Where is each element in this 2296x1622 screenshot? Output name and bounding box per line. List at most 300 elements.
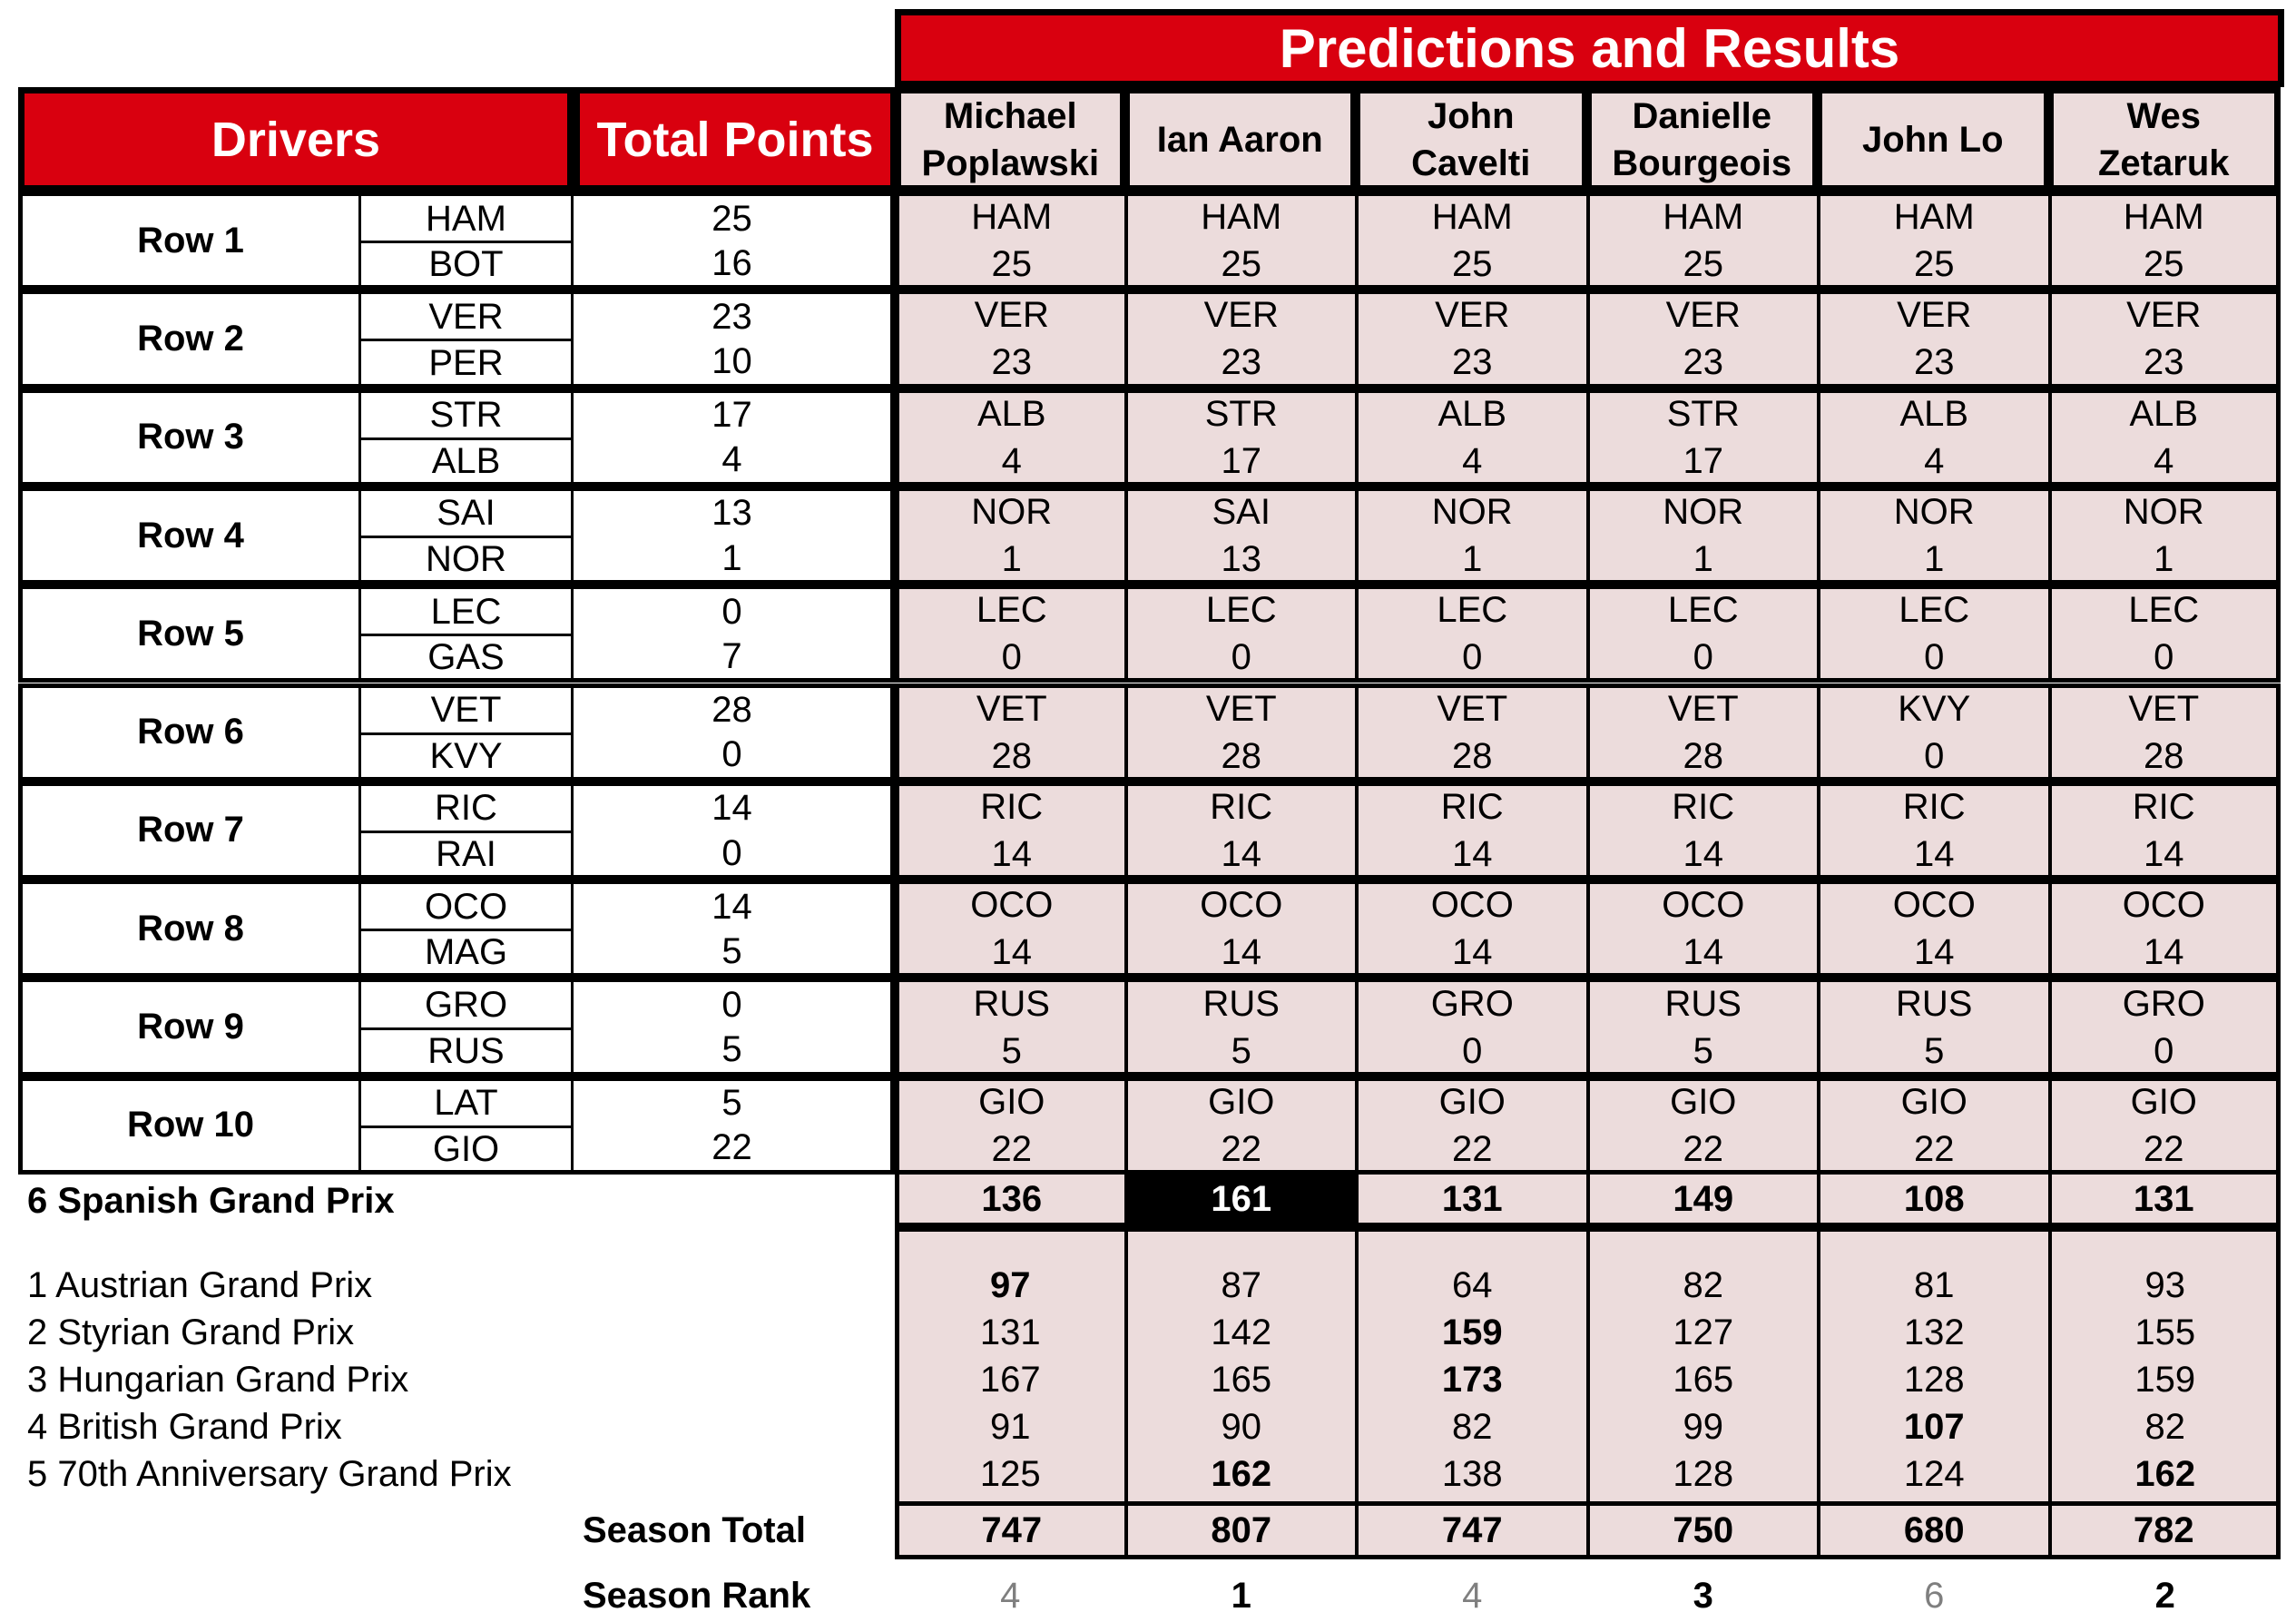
previous-race-name: 4 British Grand Prix <box>27 1407 342 1447</box>
prediction-cell <box>1588 782 1820 880</box>
driver-points: 0 <box>574 585 895 634</box>
prediction-points: 1 <box>1693 539 1713 580</box>
driver-code: VER <box>361 290 574 339</box>
previous-race-score: 91 <box>990 1407 1031 1447</box>
season-rank-value: 4 <box>1462 1575 1483 1616</box>
participant-name-line: Bourgeois <box>1612 143 1792 183</box>
driver-points: 4 <box>574 437 895 487</box>
driver-points: 17 <box>574 388 895 437</box>
prediction-points: 28 <box>1683 735 1723 776</box>
prediction-points: 22 <box>1452 1128 1493 1169</box>
prediction-points: 5 <box>1693 1030 1713 1071</box>
prediction-cell <box>895 487 1126 585</box>
prediction-driver: VER <box>1435 295 1510 336</box>
prediction-points: 14 <box>2144 833 2184 874</box>
previous-races-block <box>18 1227 2284 1501</box>
prediction-points: 4 <box>1001 440 1022 481</box>
prediction-cell <box>1357 487 1588 585</box>
prediction-driver: OCO <box>1430 885 1514 926</box>
driver-points: 14 <box>574 880 895 929</box>
season-total-label: Season Total <box>583 1510 806 1550</box>
prediction-driver: RIC <box>1672 786 1735 827</box>
prediction-cell <box>1126 683 1358 782</box>
prediction-cell <box>1819 585 2050 683</box>
prediction-driver: OCO <box>970 885 1054 926</box>
prediction-points: 14 <box>1221 932 1261 973</box>
prediction-cell <box>895 585 1126 683</box>
driver-points: 22 <box>574 1126 895 1175</box>
prediction-cell <box>1588 1076 1820 1175</box>
driver-code: STR <box>361 388 574 437</box>
prediction-points: 0 <box>2154 637 2174 678</box>
season-rank-label: Season Rank <box>583 1575 811 1616</box>
prediction-cell <box>1357 1076 1588 1175</box>
driver-code: LAT <box>361 1076 574 1126</box>
prediction-points: 1 <box>2154 539 2174 580</box>
prediction-cell <box>1357 290 1588 388</box>
prediction-points: 0 <box>1462 637 1483 678</box>
driver-points: 5 <box>574 1027 895 1076</box>
driver-rows <box>18 192 2284 1175</box>
prediction-points: 23 <box>1914 342 1955 383</box>
prediction-points: 22 <box>1914 1128 1955 1169</box>
prediction-cell <box>1357 585 1588 683</box>
participant-name <box>1357 87 1588 192</box>
previous-race-score: 155 <box>2134 1312 2196 1352</box>
prediction-cell <box>1588 683 1820 782</box>
previous-race-score: 128 <box>1673 1454 1734 1494</box>
prediction-points: 17 <box>1221 440 1261 481</box>
prediction-driver: NOR <box>1893 492 1975 533</box>
prediction-points: 0 <box>1001 637 1022 678</box>
season-total-score: 680 <box>1819 1501 2050 1559</box>
driver-code: RIC <box>361 782 574 831</box>
prediction-points: 1 <box>1924 539 1945 580</box>
row-label: Row 5 <box>18 585 361 683</box>
driver-points: 5 <box>574 929 895 978</box>
prediction-driver: GRO <box>2122 983 2205 1024</box>
prediction-cell <box>1819 1076 2050 1175</box>
previous-race-score: 99 <box>1683 1407 1723 1447</box>
season-rank-value: 6 <box>1924 1575 1945 1616</box>
prediction-cell <box>1819 487 2050 585</box>
season-rank-value: 4 <box>1000 1575 1021 1616</box>
prediction-points: 23 <box>1683 342 1723 383</box>
current-race-score: 131 <box>2050 1175 2281 1227</box>
participant-name <box>895 87 1126 192</box>
prediction-points: 25 <box>991 244 1032 285</box>
prediction-cell <box>2050 290 2281 388</box>
prediction-driver: RIC <box>2132 786 2195 827</box>
previous-race-score: 81 <box>1914 1265 1955 1305</box>
prediction-driver: LEC <box>2128 590 2200 631</box>
current-race-score: 108 <box>1819 1175 2050 1227</box>
row-label: Row 8 <box>18 880 361 978</box>
prediction-cell <box>2050 683 2281 782</box>
prediction-driver: VER <box>1203 295 1279 336</box>
prediction-driver: GRO <box>1430 983 1514 1024</box>
driver-code: LEC <box>361 585 574 634</box>
prediction-cell <box>895 290 1126 388</box>
prediction-cell <box>1588 192 1820 290</box>
prediction-driver: HAM <box>1663 197 1744 238</box>
prediction-cell <box>1357 683 1588 782</box>
participant-name <box>2050 87 2281 192</box>
prediction-cell <box>1819 880 2050 978</box>
participant-header-row <box>895 87 2284 192</box>
prediction-points: 25 <box>1914 244 1955 285</box>
prediction-points: 0 <box>1924 637 1945 678</box>
prediction-cell <box>2050 1076 2281 1175</box>
prediction-driver: LEC <box>1205 590 1277 631</box>
prediction-cell <box>895 1076 1126 1175</box>
previous-race-score: 159 <box>1441 1312 1503 1352</box>
prediction-driver: NOR <box>1663 492 1744 533</box>
previous-race-score: 162 <box>1211 1454 1272 1494</box>
prediction-driver: RIC <box>980 786 1044 827</box>
previous-race-score: 82 <box>1452 1407 1493 1447</box>
row-label: Row 2 <box>18 290 361 388</box>
prediction-driver: ALB <box>2129 393 2199 434</box>
prediction-points: 17 <box>1683 440 1723 481</box>
prediction-points: 25 <box>1221 244 1261 285</box>
driver-code: ALB <box>361 437 574 487</box>
previous-race-score: 127 <box>1673 1312 1734 1352</box>
season-total-score: 807 <box>1126 1501 1358 1559</box>
prediction-points: 0 <box>1231 637 1251 678</box>
prediction-driver: STR <box>1204 393 1278 434</box>
prediction-points: 14 <box>2144 932 2184 973</box>
current-race-score: 136 <box>895 1175 1126 1227</box>
current-race-score-best: 161 <box>1126 1175 1358 1227</box>
previous-race-score: 124 <box>1903 1454 1965 1494</box>
prediction-cell <box>1126 290 1358 388</box>
prediction-driver: GIO <box>1208 1081 1275 1122</box>
previous-race-score: 165 <box>1211 1360 1272 1400</box>
prediction-driver: ALB <box>1437 393 1507 434</box>
prediction-cell <box>1819 192 2050 290</box>
prediction-cell <box>1819 388 2050 487</box>
driver-code: VET <box>361 683 574 732</box>
prediction-cell <box>895 880 1126 978</box>
participant-name-line: Ian Aaron <box>1156 119 1323 160</box>
driver-code: KVY <box>361 732 574 782</box>
prediction-cell <box>1588 978 1820 1076</box>
prediction-cell <box>1126 388 1358 487</box>
driver-code: NOR <box>361 536 574 585</box>
prediction-cell <box>2050 880 2281 978</box>
prediction-driver: RUS <box>1896 983 1973 1024</box>
prediction-driver: RIC <box>1210 786 1273 827</box>
prediction-points: 22 <box>991 1128 1032 1169</box>
prediction-driver: NOR <box>971 492 1053 533</box>
previous-race-score: 93 <box>2144 1265 2185 1305</box>
prediction-driver: GIO <box>1438 1081 1506 1122</box>
driver-points: 0 <box>574 732 895 782</box>
prediction-cell <box>1126 978 1358 1076</box>
prediction-cell <box>1126 192 1358 290</box>
prediction-driver: GIO <box>978 1081 1045 1122</box>
previous-race-score: 138 <box>1441 1454 1503 1494</box>
prediction-points: 25 <box>1452 244 1493 285</box>
prediction-driver: VET <box>2128 688 2200 729</box>
prediction-points: 23 <box>991 342 1032 383</box>
prediction-cell <box>2050 388 2281 487</box>
prediction-driver: VET <box>976 688 1047 729</box>
prediction-points: 14 <box>991 932 1032 973</box>
participant-name-line: Poplawski <box>921 143 1100 183</box>
season-total-score: 750 <box>1588 1501 1820 1559</box>
prediction-driver: OCO <box>1200 885 1283 926</box>
prediction-driver: KVY <box>1898 688 1971 729</box>
prediction-cell <box>1357 192 1588 290</box>
participant-name-line: John <box>1427 95 1515 136</box>
current-race-name: 6 Spanish Grand Prix <box>27 1181 395 1221</box>
season-rank-value: 2 <box>2154 1575 2175 1616</box>
prediction-cell <box>1357 782 1588 880</box>
previous-race-score: 132 <box>1903 1312 1965 1352</box>
prediction-points: 28 <box>1221 735 1261 776</box>
prediction-driver: LEC <box>976 590 1047 631</box>
prediction-driver: RUS <box>1202 983 1280 1024</box>
prediction-points: 25 <box>2144 244 2184 285</box>
prediction-cell <box>1819 782 2050 880</box>
previous-race-score: 128 <box>1903 1360 1965 1400</box>
row-label: Row 6 <box>18 683 361 782</box>
participant-name <box>1588 87 1820 192</box>
row-label: Row 3 <box>18 388 361 487</box>
prediction-cell <box>895 978 1126 1076</box>
participant-name-line: Wes <box>2126 95 2202 136</box>
driver-code: SAI <box>361 487 574 536</box>
prediction-points: 23 <box>1452 342 1493 383</box>
season-rank-value: 3 <box>1693 1575 1713 1616</box>
prediction-cell <box>1819 978 2050 1076</box>
previous-race-score: 82 <box>1683 1265 1723 1305</box>
current-race-row <box>18 1175 2284 1227</box>
prediction-points: 25 <box>1683 244 1723 285</box>
prediction-cell <box>1819 290 2050 388</box>
prediction-driver: VER <box>1665 295 1741 336</box>
driver-points: 25 <box>574 192 895 241</box>
prediction-driver: GIO <box>1670 1081 1737 1122</box>
previous-race-score: 97 <box>990 1265 1031 1305</box>
prediction-points: 28 <box>1452 735 1493 776</box>
row-label: Row 9 <box>18 978 361 1076</box>
driver-points: 0 <box>574 831 895 880</box>
season-total-score: 747 <box>895 1501 1126 1559</box>
prediction-points: 0 <box>1924 735 1945 776</box>
driver-points: 28 <box>574 683 895 732</box>
prediction-cell <box>1588 585 1820 683</box>
prediction-driver: GIO <box>1900 1081 1967 1122</box>
prediction-points: 14 <box>1683 833 1723 874</box>
season-total-row <box>18 1501 2284 1559</box>
prediction-points: 5 <box>1001 1030 1022 1071</box>
prediction-points: 14 <box>1221 833 1261 874</box>
row-label: Row 1 <box>18 192 361 290</box>
prediction-driver: RUS <box>973 983 1050 1024</box>
prediction-driver: RIC <box>1440 786 1504 827</box>
prediction-driver: NOR <box>2123 492 2204 533</box>
prediction-points: 22 <box>1683 1128 1723 1169</box>
prediction-cell <box>1126 585 1358 683</box>
prediction-driver: VET <box>1205 688 1277 729</box>
prediction-driver: LEC <box>1437 590 1508 631</box>
prediction-cell <box>2050 782 2281 880</box>
prediction-driver: VER <box>974 295 1049 336</box>
prediction-driver: STR <box>1666 393 1740 434</box>
previous-race-score: 125 <box>979 1454 1041 1494</box>
previous-race-score: 64 <box>1452 1265 1493 1305</box>
season-rank-value: 1 <box>1231 1575 1251 1616</box>
previous-race-score: 167 <box>979 1360 1041 1400</box>
prediction-driver: NOR <box>1431 492 1513 533</box>
prediction-cell <box>1357 880 1588 978</box>
prediction-driver: HAM <box>1201 197 1282 238</box>
prediction-points: 5 <box>1231 1030 1251 1071</box>
prediction-cell <box>2050 192 2281 290</box>
row-label: Row 10 <box>18 1076 361 1175</box>
prediction-cell <box>1588 290 1820 388</box>
prediction-cell <box>895 782 1126 880</box>
participant-name-line: Danielle <box>1632 95 1771 136</box>
driver-points: 10 <box>574 339 895 388</box>
prediction-driver: OCO <box>2122 885 2205 926</box>
prediction-driver: HAM <box>1431 197 1513 238</box>
driver-code: MAG <box>361 929 574 978</box>
prediction-points: 22 <box>1221 1128 1261 1169</box>
prediction-points: 14 <box>1452 932 1493 973</box>
driver-code: OCO <box>361 880 574 929</box>
driver-points: 7 <box>574 634 895 683</box>
prediction-points: 1 <box>1462 539 1483 580</box>
participant-name <box>1819 87 2050 192</box>
prediction-cell <box>1126 487 1358 585</box>
season-total-score: 782 <box>2050 1501 2281 1559</box>
prediction-points: 14 <box>991 833 1032 874</box>
prediction-driver: OCO <box>1662 885 1745 926</box>
current-race-score: 131 <box>1357 1175 1588 1227</box>
previous-race-score: 82 <box>2144 1407 2185 1447</box>
previous-race-name: 3 Hungarian Grand Prix <box>27 1360 409 1400</box>
driver-points: 13 <box>574 487 895 536</box>
season-total-score: 747 <box>1357 1501 1588 1559</box>
prediction-cell <box>1126 1076 1358 1175</box>
driver-code: PER <box>361 339 574 388</box>
prediction-cell <box>895 192 1126 290</box>
prediction-points: 13 <box>1221 539 1261 580</box>
previous-race-name: 1 Austrian Grand Prix <box>27 1265 373 1305</box>
prediction-points: 14 <box>1914 932 1955 973</box>
previous-race-score: 142 <box>1211 1312 1272 1352</box>
prediction-driver: ALB <box>976 393 1046 434</box>
driver-code: GRO <box>361 978 574 1027</box>
prediction-driver: ALB <box>1899 393 1969 434</box>
prediction-driver: HAM <box>2123 197 2204 238</box>
prediction-cell <box>2050 585 2281 683</box>
driver-code: BOT <box>361 241 574 290</box>
prediction-cell <box>1588 388 1820 487</box>
prediction-driver: VER <box>2126 295 2202 336</box>
prediction-cell <box>1588 880 1820 978</box>
prediction-points: 0 <box>1462 1030 1483 1071</box>
prediction-points: 4 <box>2154 440 2174 481</box>
driver-code: GAS <box>361 634 574 683</box>
prediction-driver: RIC <box>1902 786 1966 827</box>
prediction-points: 1 <box>1001 539 1022 580</box>
prediction-driver: VET <box>1667 688 1739 729</box>
participant-name-line: Zetaruk <box>2098 143 2230 183</box>
previous-race-score: 165 <box>1673 1360 1734 1400</box>
participant-name-line: Michael <box>943 95 1077 136</box>
previous-race-score: 107 <box>1903 1407 1965 1447</box>
participant-name-line: Cavelti <box>1411 143 1531 183</box>
prediction-points: 4 <box>1462 440 1483 481</box>
participant-name-line: John Lo <box>1861 119 2004 160</box>
prediction-cell <box>1819 683 2050 782</box>
prediction-driver: RUS <box>1664 983 1742 1024</box>
previous-race-score: 90 <box>1221 1407 1261 1447</box>
prediction-cell <box>895 683 1126 782</box>
previous-race-name: 5 70th Anniversary Grand Prix <box>27 1454 512 1494</box>
prediction-points: 5 <box>1924 1030 1945 1071</box>
predictions-title: Predictions and Results <box>895 9 2284 87</box>
prediction-points: 4 <box>1924 440 1945 481</box>
prediction-driver: VET <box>1437 688 1508 729</box>
prediction-driver: LEC <box>1667 590 1739 631</box>
previous-race-name: 2 Styrian Grand Prix <box>27 1312 355 1352</box>
driver-points: 5 <box>574 1076 895 1126</box>
previous-race-score: 173 <box>1441 1360 1503 1400</box>
drivers-header: Drivers <box>18 87 574 192</box>
prediction-cell <box>1126 782 1358 880</box>
prediction-cell <box>1357 978 1588 1076</box>
prediction-driver: VER <box>1897 295 1972 336</box>
driver-points: 23 <box>574 290 895 339</box>
participant-name <box>1126 87 1358 192</box>
prediction-points: 23 <box>2144 342 2184 383</box>
prediction-cell <box>895 388 1126 487</box>
driver-code: RUS <box>361 1027 574 1076</box>
previous-race-score: 87 <box>1221 1265 1261 1305</box>
prediction-points: 28 <box>991 735 1032 776</box>
prediction-driver: SAI <box>1212 492 1271 533</box>
prediction-cell <box>1588 487 1820 585</box>
driver-points: 14 <box>574 782 895 831</box>
prediction-driver: LEC <box>1899 590 1970 631</box>
season-rank-row <box>18 1568 2284 1622</box>
prediction-driver: HAM <box>1893 197 1975 238</box>
driver-code: HAM <box>361 192 574 241</box>
prediction-points: 14 <box>1914 833 1955 874</box>
current-race-score: 149 <box>1588 1175 1820 1227</box>
driver-points: 0 <box>574 978 895 1027</box>
previous-race-score: 159 <box>2134 1360 2196 1400</box>
prediction-cell <box>1357 388 1588 487</box>
prediction-points: 0 <box>1693 637 1713 678</box>
prediction-cell <box>2050 978 2281 1076</box>
prediction-driver: HAM <box>971 197 1053 238</box>
driver-code: RAI <box>361 831 574 880</box>
driver-points: 16 <box>574 241 895 290</box>
previous-race-score: 162 <box>2134 1454 2196 1494</box>
prediction-driver: GIO <box>2130 1081 2197 1122</box>
prediction-cell <box>1126 880 1358 978</box>
prediction-points: 23 <box>1221 342 1261 383</box>
prediction-driver: OCO <box>1892 885 1976 926</box>
previous-race-score: 131 <box>979 1312 1041 1352</box>
